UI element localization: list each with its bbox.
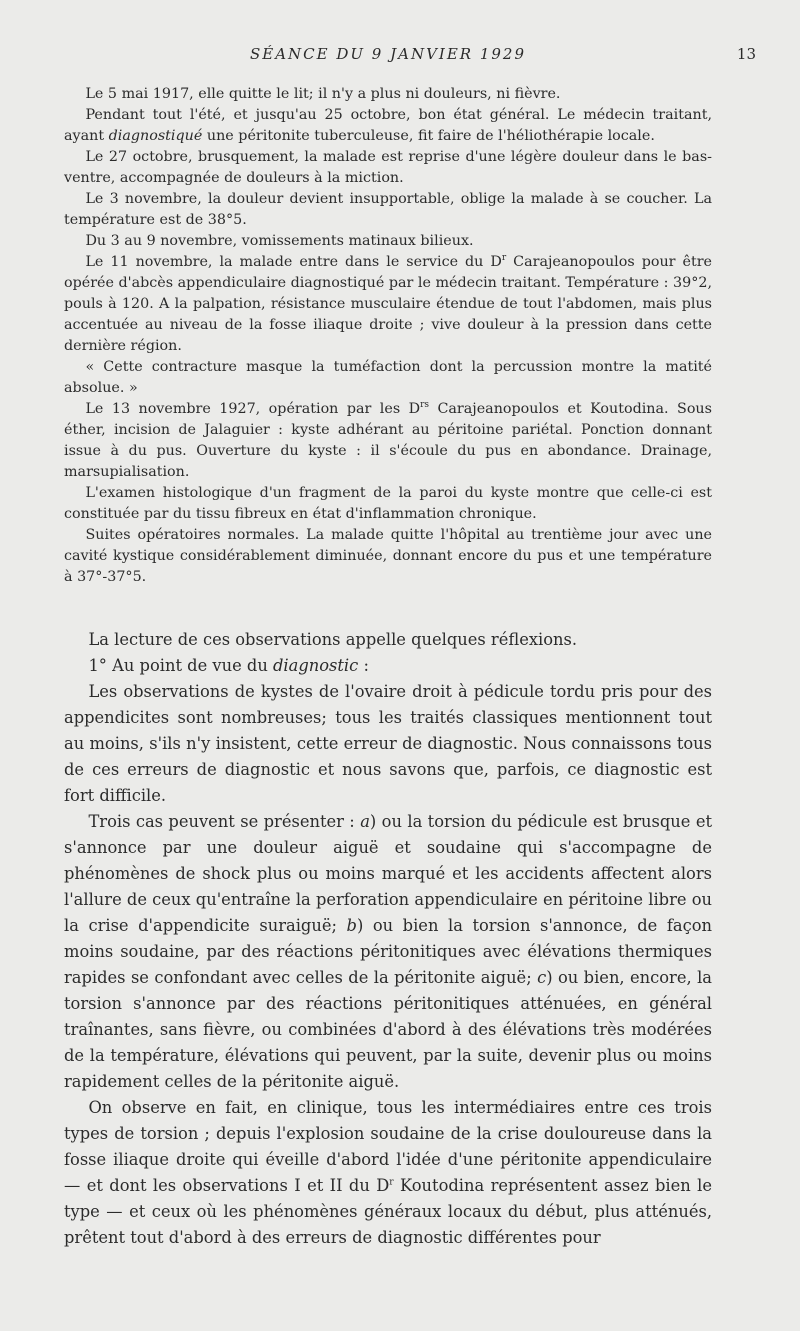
body-text <box>64 84 712 1251</box>
observation-paragraph: Le 27 octobre, brusquement, la malade est reprise d'une légère douleur dans le bas-ventre, accompagnée de douleurs à la miction. <box>64 149 712 186</box>
observation-paragraph: Pendant tout l'été, et jusqu'au 25 octobre, bon état général. Le médecin traitant, ayant diagnostiqué une péritonite tuberculeuse, fit faire de l'héliothérapie locale. <box>64 107 712 144</box>
section-gap <box>64 588 712 627</box>
page-number: 13 <box>736 45 756 63</box>
case-observation <box>64 84 712 588</box>
discussion-paragraph: 1° Au point de vue du diagnostic : <box>88 656 369 675</box>
observation-paragraph: Suites opératoires normales. La malade quitte l'hôpital au trentième jour avec une cavité kystique considérablement diminuée, donnant encore du pus et une température à 37°-37°5. <box>64 527 712 585</box>
header-title: SÉANCE DU 9 JANVIER 1929 <box>249 45 527 63</box>
discussion-paragraph: On observe en fait, en clinique, tous les intermédiaires entre ces trois types de torsion ; depuis l'explosion soudaine de la crise douloureuse dans la fosse iliaque droite qui éveille d'abord l'idée d'une péritonite appendiculaire — et dont les observations I et II du $D^r$ Koutodina représentent assez bien le type — et ceux où les phénomènes généraux locaux du début, plus atténués, prêtent tout d'abord à des erreurs de diagnostic différentes pour <box>64 1098 712 1247</box>
observation-paragraph: Le 5 mai 1917, elle quitte le lit; il n'y a plus ni douleurs, ni fièvre. <box>85 86 561 102</box>
observation-paragraph: Du 3 au 9 novembre, vomissements matinaux bilieux. <box>85 233 474 249</box>
discussion-paragraph: Trois cas peuvent se présenter : a) ou la torsion du pédicule est brusque et s'annonce par une douleur aiguë et soudaine qui s'accompagne de phénomènes de shock plus ou moins marqué et les accidents affectent alors l'allure de ceux qu'entraîne la perforation appendiculaire en péritoine libre ou la crise d'appendicite suraiguë; b) ou bien la torsion s'annonce, de façon moins soudaine, par des réactions péritonitiques avec élévations thermiques rapides se confondant avec celles de la péritonite aiguë; c) ou bien, encore, la torsion s'annonce par des réactions péritonitiques atténuées, en général traînantes, sans fièvre, ou combinées d'abord à des élévations très modérées de la température, élévations qui peuvent, par la suite, devenir plus ou moins rapidement celles de la péritonite aiguë. <box>64 812 713 1091</box>
observation-paragraph: Le 11 novembre, la malade entre dans le service du $D^r$ Carajeanopoulos pour être opérée d'abcès appendiculaire diagnostiqué par le médecin traitant. Température : 39°2, pouls à 120. A la palpation, résistance musculaire étendue de tout l'abdomen, mais plus accentuée au niveau de la fosse iliaque droite ; vive douleur à la pression dans cette dernière région. <box>64 253 712 354</box>
discussion-paragraph: La lecture de ces observations appelle quelques réflexions. <box>88 630 578 649</box>
discussion-section <box>64 627 712 1251</box>
observation-paragraph: Le 13 novembre 1927, opération par les $D^{rs}$ Carajeanopoulos et Koutodina. Sous éther, incision de Jalaguier : kyste adhérant au péritoine pariétal. Ponction donnant issue à du pus. Ouverture du kyste : il s'écoule du pus en abondance. Drainage, marsupialisation. <box>64 400 712 480</box>
observation-paragraph: « Cette contracture masque la tuméfaction dont la percussion montre la matité absolue. » <box>64 359 712 396</box>
observation-paragraph: L'examen histologique d'un fragment de la paroi du kyste montre que celle-ci est constituée par du tissu fibreux en état d'inflammation chronique. <box>64 485 712 522</box>
running-header <box>64 45 756 67</box>
discussion-paragraph: Les observations de kystes de l'ovaire droit à pédicule tordu pris pour des appendicites sont nombreuses; tous les traités classiques mentionnent tout au moins, s'ils n'y insistent, cette erreur de diagnostic. Nous connaissons tous de ces erreurs de diagnostic et nous savons que, parfois, ce diagnostic est fort difficile. <box>64 682 712 805</box>
observation-paragraph: Le 3 novembre, la douleur devient insupportable, oblige la malade à se coucher. La température est de 38°5. <box>64 191 712 228</box>
